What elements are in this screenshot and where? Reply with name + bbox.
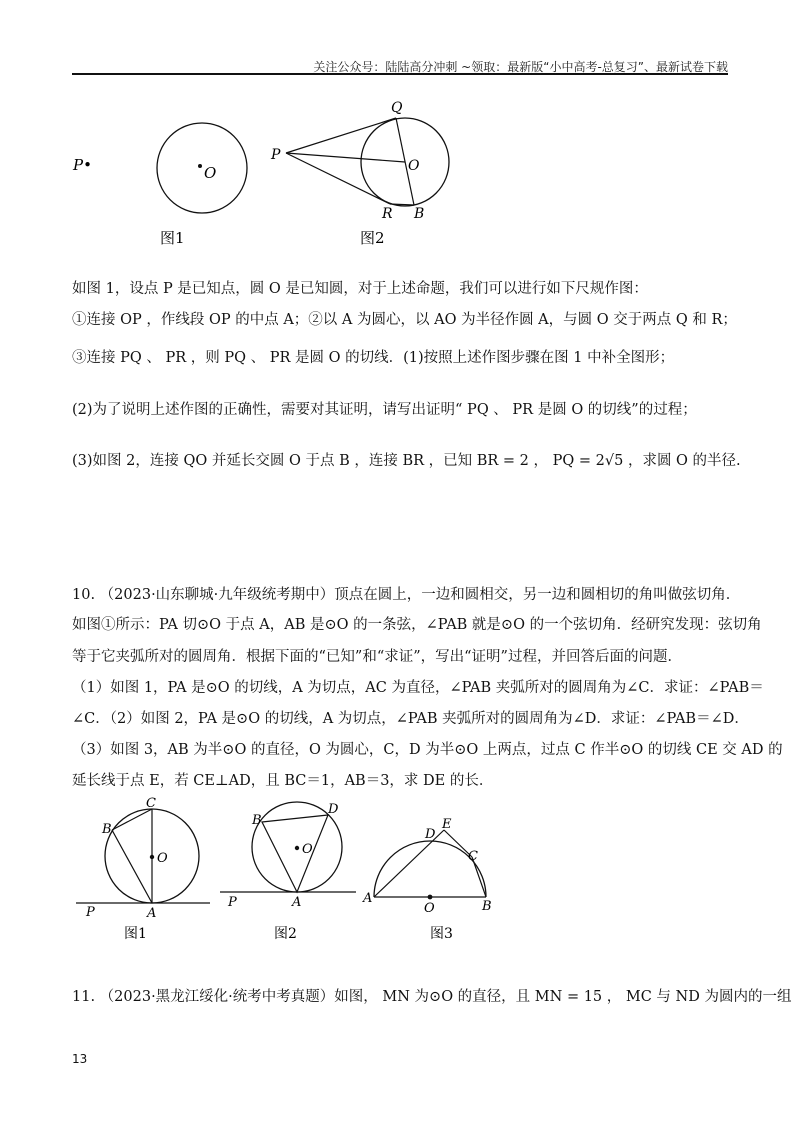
fig3-caption-q10: 图3 xyxy=(430,926,453,942)
label-e-fig3: E xyxy=(442,817,452,832)
q10-line-5: ∠C．（2）如图 2，PA 是⊙O 的切线，A 为切点，∠PAB 夹弧所对的圆周角为∠D．求证：∠PAB＝∠D． xyxy=(72,711,749,727)
label-c-fig1: C xyxy=(146,796,156,811)
q11-line-1: 11. （2023·黑龙江绥化·统考中考真题）如图， MN 为⊙O 的直径，且 MN = 15 ， MC 与 ND 为圆内的一组 xyxy=(72,989,792,1005)
fig1-caption: 图1 xyxy=(160,229,185,247)
q10-line-4: （1）如图 1，PA 是⊙O 的切线，A 为切点，AC 为直径，∠PAB 夹弧所对的圆周角为∠C．求证：∠PAB＝ xyxy=(72,680,764,696)
label-b-fig3: B xyxy=(482,899,492,914)
label-p-fig2: P xyxy=(228,895,237,910)
label-b-fig1: B xyxy=(102,822,112,837)
label-c-fig3: C xyxy=(468,849,478,864)
q9-line-5: (3)如图 2，连接 QO 并延长交圆 O 于点 B ，连接 BR ，已知 BR = 2 ， PQ = 2√5 ，求圆 O 的半径. xyxy=(72,453,741,469)
fig2-caption: 图2 xyxy=(360,229,385,247)
q9-line-1: 如图 1，设点 P 是已知点，圆 O 是已知圆，对于上述命题，我们可以进行如下尺规作图： xyxy=(72,281,648,297)
q10-line-3: 等于它夹弧所对的圆周角．根据下面的“已知”和“求证”，写出“证明”过程，并回答后面的问题． xyxy=(72,649,682,665)
label-o-fig1: O xyxy=(157,851,168,866)
label-p-fig1: P xyxy=(86,905,95,920)
q10-line-7: 延长线于点 E，若 CE⊥AD，且 BC＝1，AB＝3，求 DE 的长． xyxy=(72,773,494,789)
q9-line-4: (2)为了说明上述作图的正确性，需要对其证明，请写出证明“ PQ 、 PR 是圆 O 的切线”的过程； xyxy=(72,402,697,418)
page-number: 13 xyxy=(72,1052,88,1066)
center-o-label: O xyxy=(204,164,217,182)
center-dot-fig3 xyxy=(428,895,433,900)
point-p2-label: P xyxy=(271,147,281,163)
label-d-fig2: D xyxy=(328,802,339,817)
label-a-fig3: A xyxy=(363,891,373,906)
q10-line-2: 如图①所示：PA 切⊙O 于点 A，AB 是⊙O 的一条弦，∠PAB 就是⊙O 的一个弦切角．经研究发现：弦切角 xyxy=(72,617,762,633)
label-a-fig2: A xyxy=(292,895,302,910)
q10-line-1: 10. （2023·山东聊城·九年级统考期中）顶点在圆上，一边和圆相交，另一边和圆相切的角叫做弦切角． xyxy=(72,587,741,603)
point-p-label: P• xyxy=(73,156,92,174)
label-o-fig2: O xyxy=(302,842,313,857)
q9-line-2: ①连接 OP ，作线段 OP 的中点 A；②以 A 为圆心，以 AO 为半径作圆 A，与圆 O 交于两点 Q 和 R； xyxy=(72,312,737,328)
q10-line-6: （3）如图 3，AB 为半⊙O 的直径，O 为圆心，C，D 为半⊙O 上两点，过点 C 作半⊙O 的切线 CE 交 AD 的 xyxy=(72,742,783,758)
point-o2-label: O xyxy=(408,158,420,174)
fig2-caption-q10: 图2 xyxy=(274,926,297,942)
label-a-fig1: A xyxy=(147,906,157,921)
q9-line-3: ③连接 PQ 、 PR ，则 PQ 、 PR 是圆 O 的切线．(1)按照上述作图步骤在图 1 中补全图形； xyxy=(72,350,675,366)
point-r-label: R xyxy=(382,206,393,222)
label-b-fig2: B xyxy=(252,813,262,828)
label-o-fig3: O xyxy=(424,901,435,916)
page-header: 关注公众号：陆陆高分冲刺 ~领取：最新版“小中高考-总复习”、最新试卷下载 xyxy=(313,60,728,74)
fig1-caption-q10: 图1 xyxy=(124,926,147,942)
point-b-label: B xyxy=(414,206,425,222)
point-q-label: Q xyxy=(391,100,403,116)
label-d-fig3: D xyxy=(425,827,436,842)
